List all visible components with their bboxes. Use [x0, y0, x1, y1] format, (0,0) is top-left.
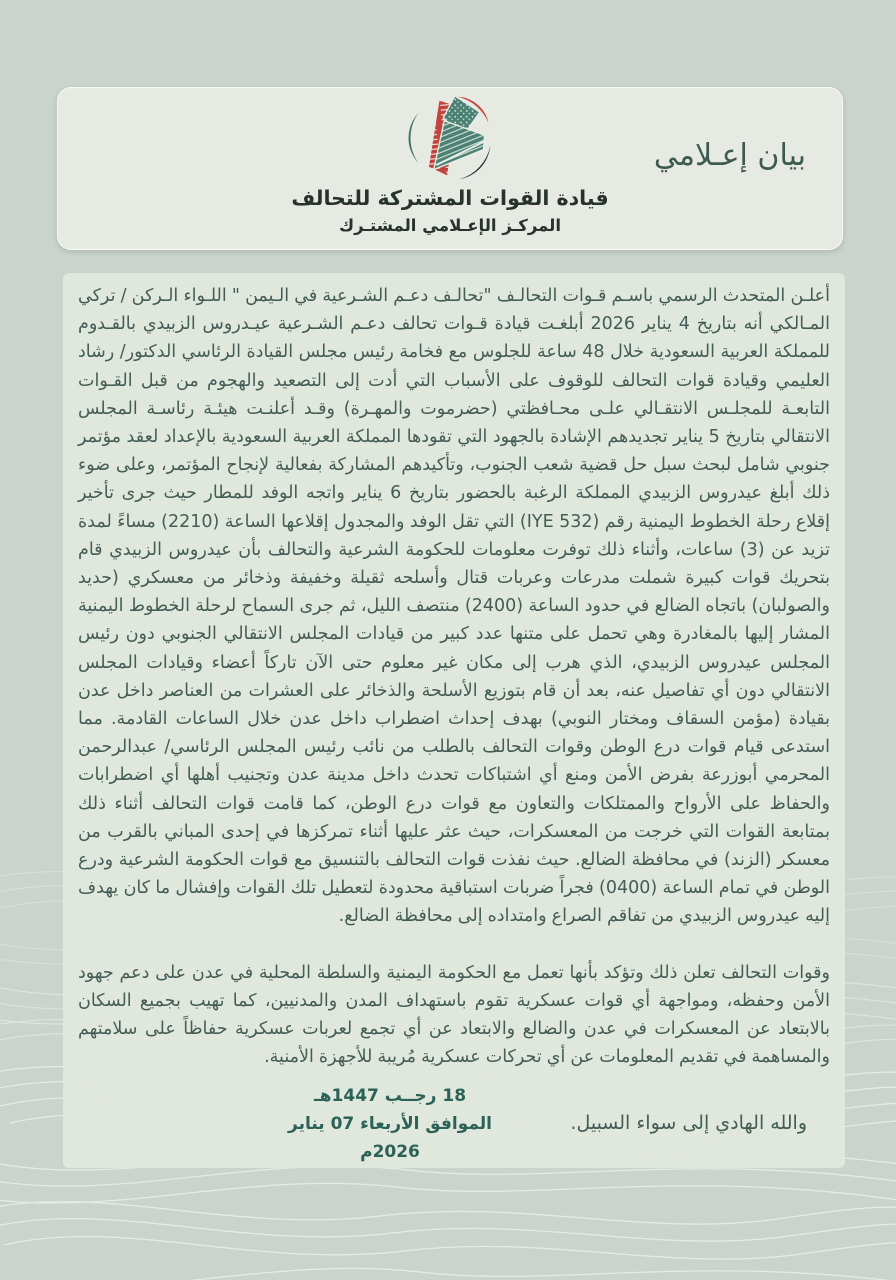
closing-line: والله الهادي إلى سواء السبيل.: [570, 1112, 807, 1134]
org-subtitle: المركـز الإعـلامي المشتـرك: [338, 216, 562, 235]
gregorian-date: الموافق الأربعاء 07 يناير 2026م: [288, 1114, 492, 1162]
hijri-date: 18 رجــب 1447هـ: [313, 1086, 467, 1106]
header-card: [57, 87, 843, 250]
org-title: قيادة القوات المشتركة للتحالف: [291, 186, 609, 210]
coalition-emblem-logo: [402, 92, 498, 184]
statement-type-label: بيان إعـلامي: [653, 138, 806, 173]
statement-paragraph-1: أعلـن المتحدث الرسمي باسـم قـوات التحالـف "تحالـف دعـم الشـرعية في الـيمن " اللـواء الـركن / تركي المـالكي أنه بتاريخ 4 يناير 2026 أبلغـت قيادة قـوات تحالف دعـم الشـرعية عيـدروس الزبيدي بالقـدوم للمملكة العربية السعودية خلال 48 ساعة للجلوس مع فخامة رئيس مجلس القيادة الرئاسي الدكتور/ رشاد العليمي وقيادة قوات التحالف للوقوف على الأسباب التي أدت إلى التصعيد والهجوم من قبل القـوات التابعـة للمجلـس الانتقـالي علـى محـافظتي (حضرموت والمهـرة) وقـد أعلنـت هيئـة رئاسـة المجلس الانتقالي بتاريخ 5 يناير تجديدهم الإشادة بالجهود التي تقودها المملكة العربية السعودية بالإعداد لعقد مؤتمر جنوبي شامل لبحث سبل حل قضية شعب الجنوب، وتأكيدهم المشاركة بفعالية لإنجاح المؤتمر، وعلى ضوء ذلك أبلغ عيدروس الزبيدي المملكة الرغبة بالحضور بتاريخ 6 يناير واتجه الوفد للمطار حيث جرى تأخير إقلاع رحلة الخطوط اليمنية رقم (IYE 532) التي تقل الوفد والمجدول إقلاعها الساعة (2210) مساءً لمدة تزيد عن (3) ساعات، وأثناء ذلك توفرت معلومات للحكومة الشرعية والتحالف بأن عيدروس الزبيدي قام بتحريك قوات كبيرة شملت مدرعات وعربات قتال وأسلحه ثقيلة وخفيفة وذخائر من معسكري (حديد والصولبان) باتجاه الضالع في حدود الساعة (2400) منتصف الليل، ثم جرى السماح لرحلة الخطوط اليمنية المشار إليها بالمغادرة وهي تحمل على متنها عدد كبير من قيادات المجلس الانتقالي الجنوبي دون رئيس المجلس عيدروس الزبيدي، الذي هرب إلى مكان غير معلوم حتى الآن تاركاً أعضاء وقيادات المجلس الانتقالي دون أي تفاصيل عنه، بعد أن قام بتوزيع الأسلحة والذخائر على العشرات من العناصر داخل عدن بقيادة (مؤمن السقاف ومختار النوبي) بهدف إحداث اضطراب داخل عدن خلال الساعات القادمة. مما استدعى قيام قوات درع الوطن وقوات التحالف بالطلب من نائب رئيس المجلس الرئاسي/ عبدالرحمن المحرمي أبوزرعة بفرض الأمن ومنع أي اشتباكات تحدث داخل مدينة عدن وتجنيب أهلها أي اضطرابات والحفاظ على الأرواح والممتلكات والتعاون مع قوات درع الوطن، كما قامت قوات التحالف أثناء ذلك بمتابعة القوات التي خرجت من المعسكرات، حيث عثر عليها أثناء تمركزها في إحدى المباني بالقرب من معسكر (الزند) في محافظة الضالع. حيث نفذت قوات التحالف بالتنسيق مع قوات الحكومة الشرعية ودرع الوطن في تمام الساعة (0400) فجراً ضربات استباقية محدودة لتعطيل تلك القوات وإفشال ما كان يهدف إليه عيدروس الزبيدي من تفاقم الصراع وامتداده إلى محافظة الضالع.: [78, 286, 831, 927]
coalition-emblem-icon: [402, 92, 498, 184]
statement-paragraph-2: وقوات التحالف تعلن ذلك وتؤكد بأنها تعمل مع الحكومة اليمنية والسلطة المحلية في عدن على دعم جهود الأمن وحفظه، ومواجهة أي قوات عسكرية تقوم باستهداف المدن والمدنيين، كما تهيب بجميع السكان بالابتعاد عن المعسكرات في عدن والضالع والابتعاد عن أي تجمع لعربات عسكرية حفاظاً على سلامتهم والمساهمة في تقديم المعلومات عن أي تحركات عسكرية مُريبة للأجهزة الأمنية.: [78, 962, 830, 1068]
statement-body-panel: [63, 273, 845, 1168]
date-block: [275, 1082, 505, 1166]
